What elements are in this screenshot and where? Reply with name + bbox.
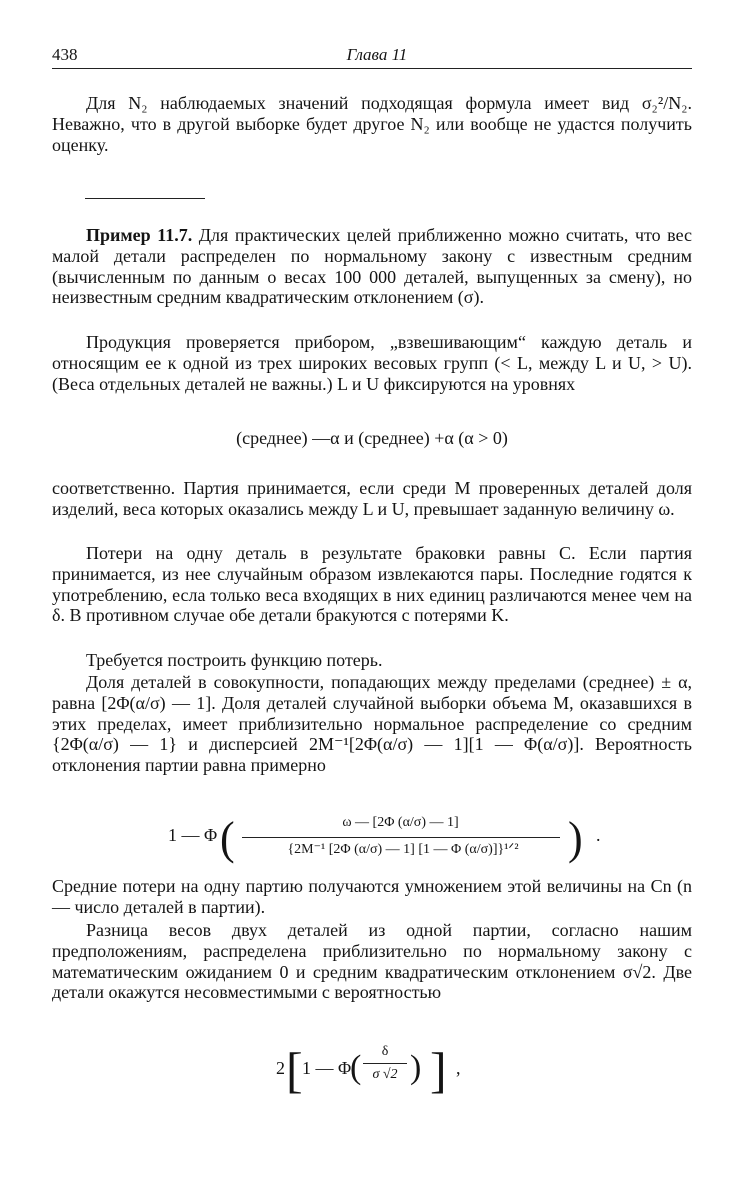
header-rule bbox=[52, 68, 692, 69]
left-bracket: [ bbox=[286, 1042, 303, 1098]
running-head bbox=[52, 45, 702, 69]
rejection-probability-formula bbox=[168, 812, 608, 866]
right-paren: ) bbox=[568, 812, 583, 865]
paragraph-device: Продукция проверяется прибором, „взвешивающим“ каждую деталь и относящим ее к одной из трех широких весовых групп (< L, между L и U, > U). (Веса отдельных деталей не важны.) L и U фиксируются на уровнях bbox=[52, 332, 692, 394]
incompatibility-probability-formula bbox=[270, 1040, 470, 1102]
formula-lead: 2 bbox=[276, 1058, 285, 1078]
fraction-bar bbox=[242, 837, 560, 838]
formula-numerator: δ bbox=[381, 1044, 389, 1059]
fraction-bar bbox=[363, 1063, 407, 1064]
formula-denominator: {2M⁻¹ [2Φ (α/σ) — 1] [1 — Φ (α/σ)]}¹ᐟ² bbox=[287, 842, 519, 857]
left-paren: ( bbox=[350, 1049, 362, 1086]
paragraph-weight-difference: Разница весов двух деталей из одной партии, согласно нашим предположениям, распределена приблизительно по нормальному закону с математическим ожиданием 0 и средним квадратическим отклонением σ√2. Две детали окажутся несовместимыми с вероятностью bbox=[52, 920, 692, 1003]
chapter-title: Глава 11 bbox=[346, 45, 408, 64]
left-paren: ( bbox=[220, 812, 235, 865]
intro-paragraph: Для N₂ наблюдаемых значений подходящая формула имеет вид σ₂²/N₂. Неважно, что в другой выборке будет другое N₂ или вообще не удастся получить оценку. bbox=[52, 93, 692, 155]
formula-end: . bbox=[596, 825, 601, 845]
paragraph-losses: Потери на одну деталь в результате браковки равны C. Если партия принимается, из нее случайным образом извлекаются пары. Последние годятся к употреблению, есла только веса входящих в них единиц различаются менее чем на δ. В противном случае обе детали бракуются с потерями K. bbox=[52, 543, 692, 626]
right-bracket: ] bbox=[430, 1042, 447, 1098]
example-label: Пример 11.7. bbox=[86, 225, 193, 245]
formula-lead: 1 — Φ bbox=[168, 825, 218, 845]
section-divider bbox=[85, 198, 205, 199]
paragraph-acceptance: соответственно. Партия принимается, если среди M проверенных деталей доля изделий, веса которых оказались между L и U, превышает заданную величину ω. bbox=[52, 478, 692, 519]
formula-end: , bbox=[456, 1058, 461, 1078]
example-paragraph bbox=[52, 225, 692, 308]
example-text: Для практических целей приближенно можно считать, что вес малой детали распределен по нормальному закону с известным средним (вычисленным по данным о весах 100 000 деталей, выпущенных за смену), но неизвестным средним квадратическим отклонением (σ). bbox=[52, 225, 693, 308]
display-levels: (среднее) —α и (среднее) +α (α > 0) bbox=[236, 428, 508, 448]
formula-denominator: σ √2 bbox=[372, 1067, 398, 1082]
right-paren: ) bbox=[410, 1049, 422, 1086]
paragraph-task: Требуется построить функцию потерь. bbox=[86, 650, 383, 670]
paragraph-proportion: Доля деталей в совокупности, попадающих между пределами (среднее) ± α, равна [2Φ(α/σ) — 1]. Доля деталей случайной выборки объема M, оказавшихся в этих пределах, имеет приблизительно нормальное распределение со средним {2Φ(α/σ) — 1} и дисперсией 2M⁻¹[2Φ(α/σ) — 1][1 — Φ(α/σ)]. Вероятность отклонения партии равна примерно bbox=[52, 672, 692, 776]
paragraph-average-loss: Средние потери на одну партию получаются умножением этой величины на Cn (n — число деталей в партии). bbox=[52, 876, 692, 917]
formula-inner: 1 — Φ bbox=[302, 1058, 352, 1078]
formula-numerator: ω — [2Φ (α/σ) — 1] bbox=[342, 815, 459, 830]
page-number: 438 bbox=[52, 45, 78, 64]
